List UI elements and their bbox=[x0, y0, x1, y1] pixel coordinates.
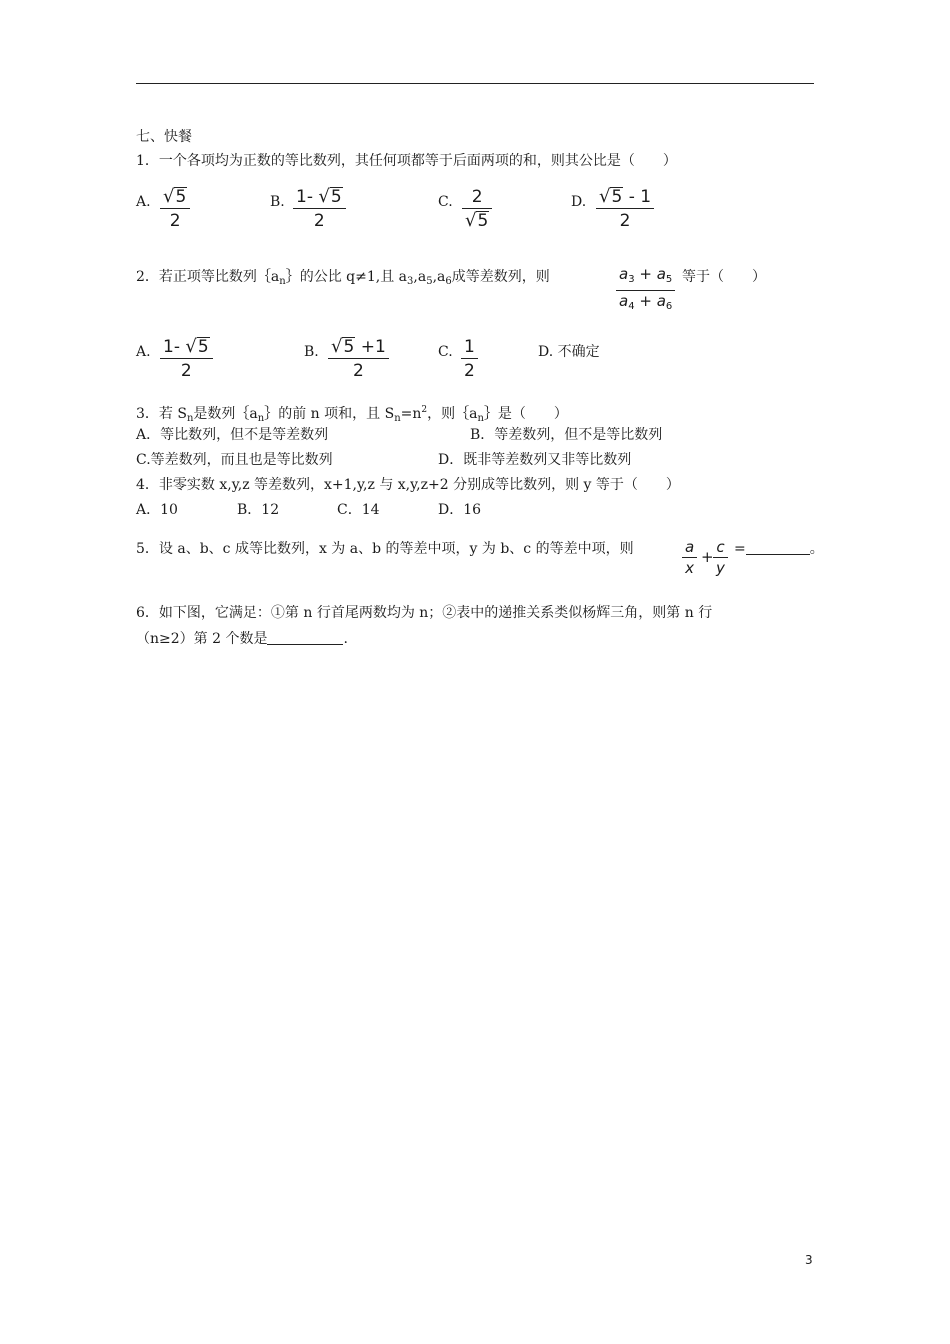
q1-option-c-label: C. bbox=[438, 194, 453, 210]
question-6-line-2: （n≥2）第 2 个数是 . bbox=[136, 631, 348, 647]
sqrt-symbol: √ 5 bbox=[331, 336, 355, 357]
question-4-stem: 4．非零实数 x,y,z 等差数列，x+1,y,z 与 x,y,z+2 分别成等比数列，则 y 等于（ ） bbox=[136, 477, 680, 493]
q3-option-d: D．既非等差数列又非等比数列 bbox=[438, 452, 632, 468]
q4-option-d: D．16 bbox=[438, 502, 482, 518]
q3-option-a: A．等比数列，但不是等差数列 bbox=[136, 427, 329, 443]
q2-option-a-fraction: 1- √ 5 2 bbox=[160, 336, 213, 383]
q2-option-d: D. 不确定 bbox=[538, 344, 600, 360]
question-1-stem: 1．一个各项均为正数的等比数列，其任何项都等于后面两项的和，则其公比是（ ） bbox=[136, 153, 677, 169]
question-2-stem: 2．若正项等比数列$\{a_n\}$的公比 q≠1,且 $a_3,a_5,a_6$成等差数列，则 bbox=[136, 269, 550, 287]
q4-option-b: B．12 bbox=[237, 502, 280, 518]
q3-option-b: B．等差数列，但不是等比数列 bbox=[470, 427, 663, 443]
q2-option-c-fraction: 1 2 bbox=[461, 336, 478, 383]
q1-option-d-fraction: √ 5 - 1 2 bbox=[596, 186, 654, 233]
question-6-line-1: 6．如下图，它满足：①第 n 行首尾两数均为 n；②表中的递推关系类似杨辉三角，则第 n 行 bbox=[136, 605, 713, 621]
question-3-stem: 3．若 $S_n$是数列$\{a_n\}$的前 n 项和，且 $S_n=n^2$，则$\{a_n\}$是（ ） bbox=[136, 405, 568, 424]
header-rule bbox=[136, 83, 814, 84]
question-2-tail: 等于（ ） bbox=[682, 269, 766, 285]
sqrt-symbol: √ 5 bbox=[185, 336, 209, 357]
q2-option-b-label: B. bbox=[304, 344, 319, 360]
q2-option-c-label: C. bbox=[438, 344, 453, 360]
q6-answer-blank bbox=[267, 630, 343, 645]
sqrt-symbol: √ 5 bbox=[599, 186, 623, 207]
q4-option-c: C．14 bbox=[337, 502, 380, 518]
q3-option-c: C.等差数列，而且也是等比数列 bbox=[136, 452, 333, 468]
q1-option-b-label: B. bbox=[270, 194, 285, 210]
q5-fraction-c-over-y: c y bbox=[713, 537, 728, 578]
sqrt-symbol: √ 5 bbox=[318, 186, 342, 207]
q2-option-a-label: A. bbox=[136, 344, 151, 360]
q2-ratio-fraction: $a_3 + a_5$ $a_4 + a_6$ bbox=[616, 264, 675, 317]
page-number: 3 bbox=[805, 1253, 813, 1267]
q5-answer: = 。 bbox=[734, 541, 824, 557]
q1-option-a-fraction: √ 5 2 bbox=[160, 186, 190, 233]
sqrt-symbol: √ 5 bbox=[465, 210, 489, 231]
q1-option-c-fraction: 2 √ 5 bbox=[462, 186, 492, 233]
q5-answer-blank bbox=[746, 540, 810, 555]
q1-option-a-label: A. bbox=[136, 194, 151, 210]
section-title: 七、快餐 bbox=[136, 129, 192, 145]
q5-plus: + bbox=[701, 548, 714, 566]
sqrt-symbol: √ 5 bbox=[163, 186, 187, 207]
q1-option-d-label: D. bbox=[571, 194, 587, 210]
q4-option-a: A．10 bbox=[136, 502, 178, 518]
q5-fraction-a-over-x: a x bbox=[682, 537, 697, 578]
q2-option-b-fraction: √ 5 +1 2 bbox=[328, 336, 389, 383]
q1-option-b-fraction: 1- √ 5 2 bbox=[293, 186, 346, 233]
question-5-stem: 5．设 a、b、c 成等比数列，x 为 a、b 的等差中项，y 为 b、c 的等差中项，则 bbox=[136, 541, 634, 557]
